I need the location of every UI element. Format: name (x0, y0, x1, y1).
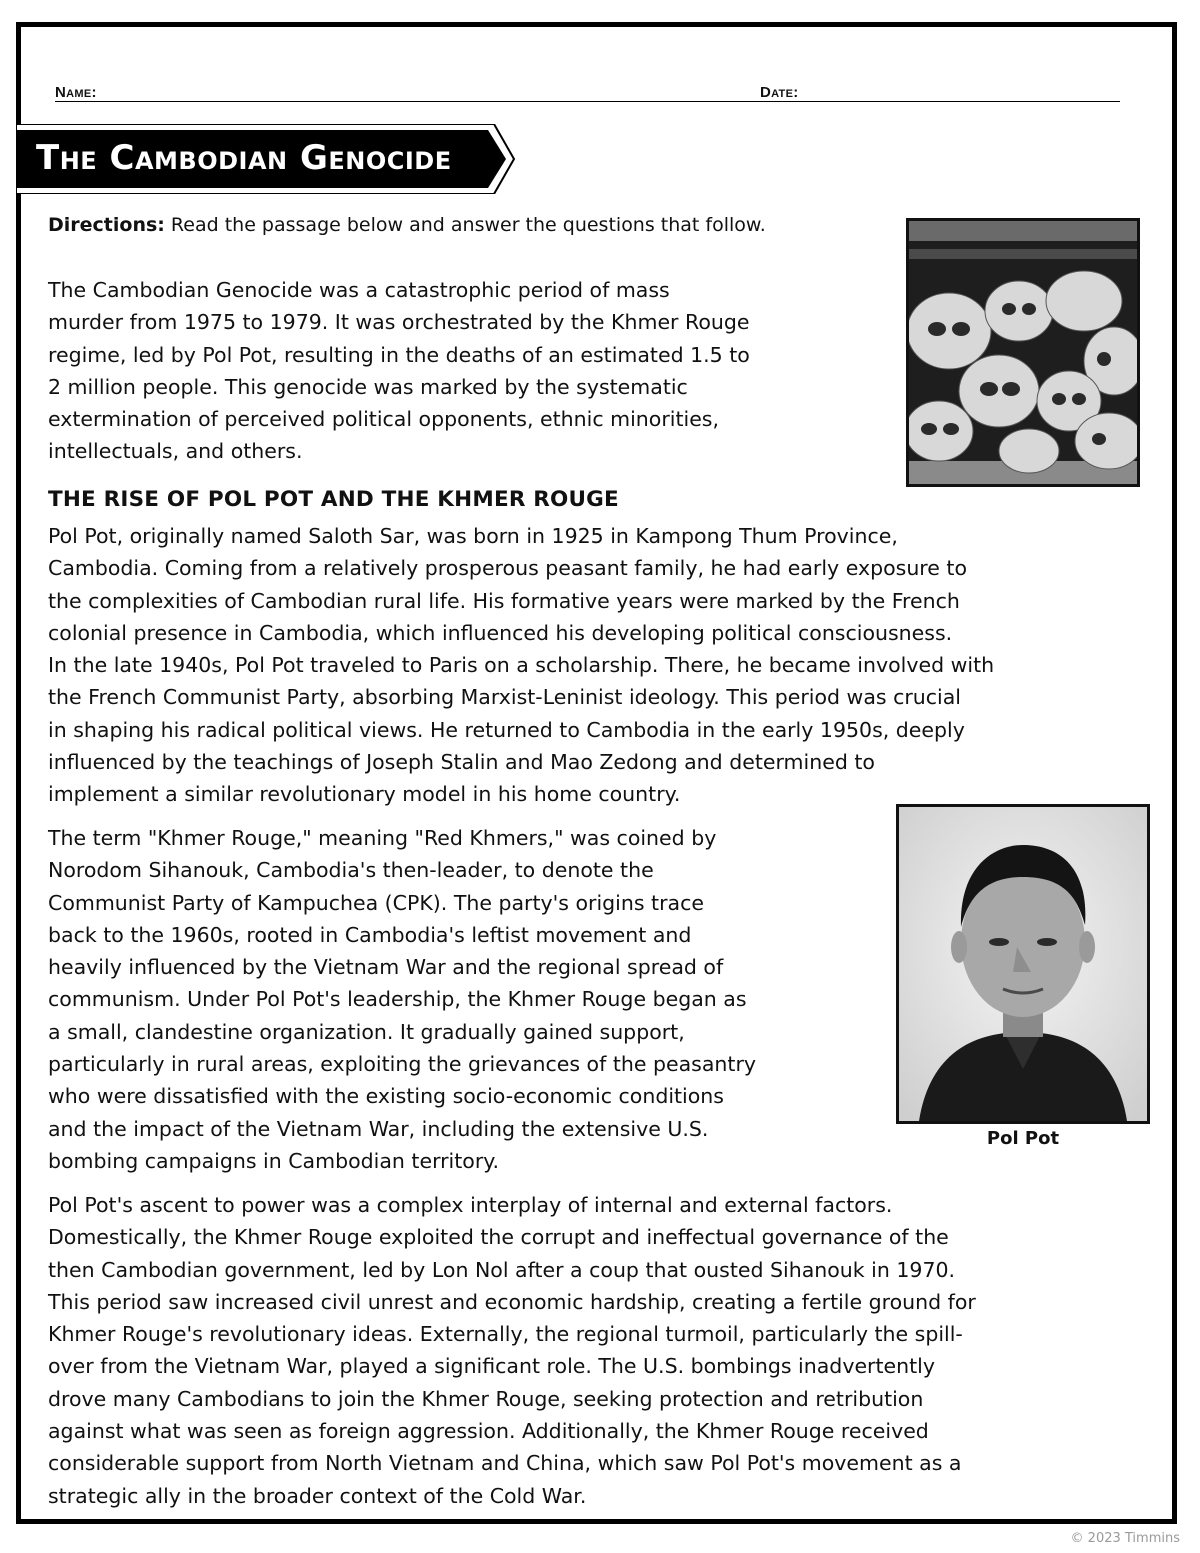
text-line: heavily influenced by the Vietnam War and the regional spread of (48, 955, 724, 980)
name-label: Name: (55, 84, 97, 101)
text-line: Khmer Rouge's revolutionary ideas. Externally, the regional turmoil, particularly the spill- (48, 1322, 963, 1347)
directions-label: Directions: (48, 214, 165, 236)
text-line: implement a similar revolutionary model in his home country. (48, 782, 681, 807)
name-date-row (0, 80, 1200, 102)
text-line: Norodom Sihanouk, Cambodia's then-leader, to denote the (48, 858, 654, 883)
text-line: the complexities of Cambodian rural life. His formative years were marked by the French (48, 588, 960, 613)
name-line (55, 101, 760, 102)
text-line: murder from 1975 to 1979. It was orchestrated by the Khmer Rouge (48, 310, 750, 335)
text-line: Domestically, the Khmer Rouge exploited the corrupt and ineffectual governance of the (48, 1225, 949, 1250)
text-line: drove many Cambodians to join the Khmer Rouge, seeking protection and retribution (48, 1386, 924, 1411)
text-line: then Cambodian government, led by Lon Nol after a coup that ousted Sihanouk in 1970. (48, 1257, 956, 1282)
paragraph-3 (48, 1189, 976, 1512)
text-line: Pol Pot's ascent to power was a complex interplay of internal and external factors. (48, 1193, 893, 1217)
portrait-caption: Pol Pot (986, 1128, 1060, 1149)
text-line: influenced by the teachings of Joseph Stalin and Mao Zedong and determined to (48, 750, 875, 775)
directions-text: Read the passage below and answer the questions that follow. (164, 214, 766, 236)
text-line: strategic ally in the broader context of the Cold War. (48, 1483, 587, 1508)
text-line: Cambodia. Coming from a relatively prosperous peasant family, he had early exposure to (48, 556, 967, 581)
intro-paragraph (48, 274, 750, 468)
paragraph-2 (48, 822, 756, 1177)
paragraph-1 (48, 520, 994, 811)
text-line: back to the 1960s, rooted in Cambodia's leftist movement and (48, 922, 692, 947)
date-label: Date: (760, 84, 799, 101)
date-line (760, 101, 1120, 102)
text-line: considerable support from North Vietnam and China, which saw Pol Pot's movement as a (48, 1451, 962, 1476)
text-line: This period saw increased civil unrest and economic hardship, creating a fertile ground for (48, 1289, 976, 1314)
text-line: bombing campaigns in Cambodian territory. (48, 1148, 499, 1173)
text-line: a small, clandestine organization. It gradually gained support, (48, 1019, 685, 1044)
copyright-notice: © 2023 Timmins (1070, 1531, 1180, 1546)
text-line: communism. Under Pol Pot's leadership, the Khmer Rouge began as (48, 987, 747, 1012)
text-line: particularly in rural areas, exploiting the grievances of the peasantry (48, 1052, 757, 1077)
text-line: regime, led by Pol Pot, resulting in the deaths of an estimated 1.5 to (48, 342, 750, 367)
text-line: the French Communist Party, absorbing Marxist-Leninist ideology. This period was crucial (48, 685, 962, 710)
text-line: and the impact of the Vietnam War, including the extensive U.S. (48, 1116, 709, 1141)
directions (48, 214, 766, 236)
text-line: in shaping his radical political views. He returned to Cambodia in the early 1950s, deeply (48, 717, 965, 742)
text-line: 2 million people. This genocide was marked by the systematic (48, 374, 688, 399)
text-line: In the late 1940s, Pol Pot traveled to Paris on a scholarship. There, he became involved with (48, 653, 995, 678)
section-heading: THE RISE OF POL POT AND THE KHMER ROUGE (48, 487, 619, 512)
text-line: who were dissatisfied with the existing socio-economic conditions (48, 1084, 724, 1109)
text-line: The Cambodian Genocide was a catastrophic period of mass (48, 278, 670, 302)
text-line: against what was seen as foreign aggression. Additionally, the Khmer Rouge received (48, 1419, 929, 1444)
page-title: The Cambodian Genocide (36, 138, 452, 178)
text-line: Communist Party of Kampuchea (CPK). The party's origins trace (48, 890, 704, 915)
skulls-photo (906, 218, 1140, 487)
text-line: The term "Khmer Rouge," meaning "Red Khmers," was coined by (48, 826, 717, 850)
text-line: Pol Pot, originally named Saloth Sar, was born in 1925 in Kampong Thum Province, (48, 524, 898, 548)
text-line: intellectuals, and others. (48, 439, 303, 464)
text-line: extermination of perceived political opponents, ethnic minorities, (48, 407, 720, 432)
text-line: colonial presence in Cambodia, which influenced his developing political consciousness. (48, 620, 953, 645)
text-line: over from the Vietnam War, played a significant role. The U.S. bombings inadvertently (48, 1354, 935, 1379)
title-banner (16, 124, 516, 194)
pol-pot-portrait (896, 804, 1150, 1124)
